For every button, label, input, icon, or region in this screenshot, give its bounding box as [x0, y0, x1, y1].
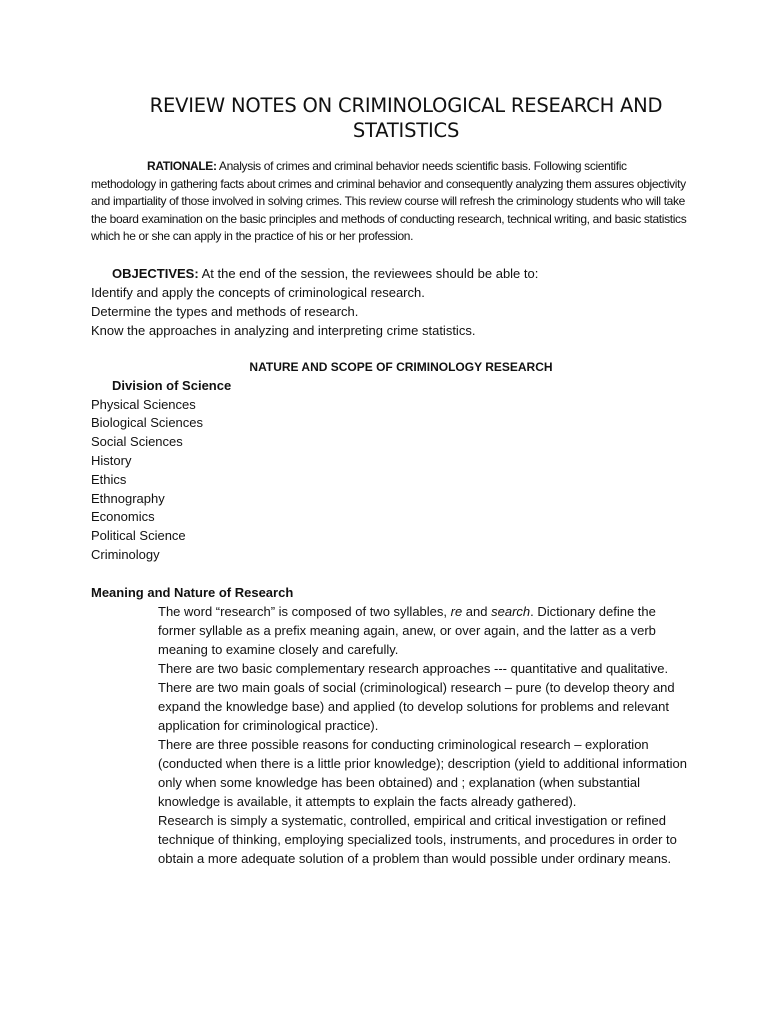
division-item: Social Sciences — [91, 434, 183, 450]
division-item: History — [91, 452, 132, 468]
rationale-paragraph — [91, 158, 691, 246]
division-item: Criminology — [91, 546, 160, 562]
italic-term: search — [491, 604, 531, 619]
paragraph: There are two main goals of social (criminological) research – pure (to develop theory and expand the knowledge base) and applied (to develop solutions for problems and relevant application for criminological practice). — [158, 680, 675, 733]
text-run: The word “research” is composed of two syllables, — [158, 604, 451, 619]
objectives-intro — [91, 264, 711, 283]
text-run: . Dictionary define the former syllable as a prefix meaning again, anew, or over again, and the latter as a verb meaning to examine closely and carefully. — [158, 604, 656, 657]
paragraph: There are two basic complementary research approaches --- quantitative and qualitative. — [158, 661, 669, 676]
nature-scope-section — [91, 358, 711, 565]
meaning-section — [91, 583, 691, 868]
objectives-label: OBJECTIVES: — [112, 266, 199, 281]
rationale-label: RATIONALE: — [147, 159, 217, 173]
objectives-intro-text: At the end of the session, the reviewees should be able to: — [198, 266, 539, 281]
division-item: Ethnography — [91, 490, 165, 506]
division-item: Economics — [91, 509, 155, 525]
paragraph: Research is simply a systematic, controlled, empirical and critical investigation or refined technique of thinking, employing specialized tools, instruments, and procedures in order to obtain a more adequate solution of a problem than would possible under ordinary means. — [158, 813, 677, 866]
division-item: Political Science — [91, 528, 186, 544]
title-line-1: REVIEW NOTES ON CRIMINOLOGICAL RESEARCH AND — [149, 94, 663, 117]
paragraph: There are three possible reasons for conducting criminological research – exploration (conducted when there is a little prior knowledge); description (yield to additional information only when some knowledge has been obtained) and ; explanation (when substantial knowledge is available, it attempts to explain the facts already gathered). — [158, 737, 687, 809]
division-item: Physical Sciences — [91, 396, 196, 412]
italic-term: re — [450, 604, 463, 619]
objective-item: Know the approaches in analyzing and interpreting crime statistics. — [91, 323, 476, 338]
paragraph — [91, 602, 691, 659]
rationale-text: Analysis of crimes and criminal behavior needs scientific basis. Following scientific methodology in gathering facts about crimes and criminal behavior and consequently analyzing them assures objectivity and impartiality of those involved in solving crimes. This review course will refresh the criminology students who will take the board examination on the basic principles and methods of conducting research, technical writing, and basic statistics which he or she can apply in the practice of his or her profession. — [91, 159, 687, 244]
division-item: Biological Sciences — [91, 415, 204, 431]
text-run: and — [462, 604, 492, 619]
page-title — [96, 93, 716, 143]
objective-item: Identify and apply the concepts of criminological research. — [91, 285, 425, 300]
title-line-2: STATISTICS — [352, 119, 460, 142]
objectives-section — [91, 264, 711, 340]
meaning-heading: Meaning and Nature of Research — [91, 585, 294, 600]
section-heading: NATURE AND SCOPE OF CRIMINOLOGY RESEARCH — [249, 360, 553, 374]
subsection-heading: Division of Science — [112, 377, 232, 393]
division-item: Ethics — [91, 471, 127, 487]
objective-item: Determine the types and methods of research. — [91, 304, 359, 319]
